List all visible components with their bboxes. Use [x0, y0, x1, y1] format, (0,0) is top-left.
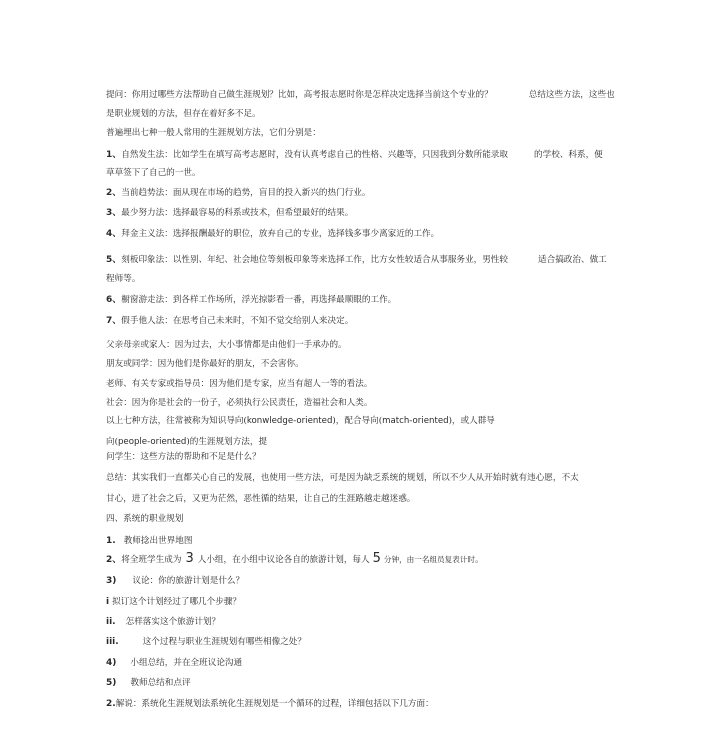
step-5: 5) 教师总结和点评	[106, 678, 191, 688]
conclusion-line-1: 总结：其实我们一直都关心自己的发展，也使用一些方法，可是因为缺乏系统的规划，所以不少人从开始时就有违心愿，不太	[106, 473, 579, 483]
ask-students: 问学生：这些方法的帮助和不足是什么？	[106, 452, 261, 462]
reason-parents: 父亲母亲或家人：因为过去，大小事情都是由他们一手承办的。	[106, 340, 347, 350]
step-3-ii: ii. 怎样落实这个旅游计划？	[106, 617, 221, 627]
method-1-cont: 草草签下了自己的一世。	[106, 168, 201, 178]
method-7: 7、假手他人法：在思考自己未来时，不知不觉交给别人来决定。	[106, 316, 354, 326]
reason-teachers: 老师、有关专家或指导员：因为他们是专家，应当有超人一等的看法。	[106, 379, 373, 389]
intro-question: 提问：你用过哪些方法帮助自己做生涯规划？比如，高考报志愿时你是怎样决定选择当前这个专业的？	[106, 90, 493, 100]
method-5: 5、刻板印象法：以性别、年纪、社会地位等刻板印象等来选择工作，比方女性较适合从事服务业，男性较 适合搞政治、做工	[106, 255, 607, 265]
method-3: 3、最少努力法：选择最容易的科系或技术，但希望最好的结果。	[106, 208, 354, 218]
people-oriented-line: 向(people-oriented)的生涯规划方法，提	[106, 437, 268, 447]
step-3-iii: iii. 这个过程与职业生涯规划有哪些相像之处？	[106, 637, 306, 647]
step-4: 4) 小组总结，并在全班议论沟通	[106, 658, 243, 668]
method-2: 2、当前趋势法：面从现在市场的趋势，盲目的投入新兴的热门行业。	[106, 188, 371, 198]
conclusion-line-2: 甘心，进了社会之后，又更为茫然，恶性循的结果，让自己的生涯路越走越迷惑。	[106, 494, 416, 504]
method-types-line: 以上七种方法，往常被称为知识导向(konwledge-oriented)，配合导向(match-oriented)，或人群导	[106, 416, 495, 426]
section-heading: 四、系统的职业规划	[106, 514, 184, 524]
step-2: 2、将全班学生成为 3 人小组，在小组中议论各自的旅游计划，每人 5 分钟，由一名组员复表计时。	[106, 551, 484, 566]
step-3-i: i 拟订这个计划经过了哪几个步骤？	[106, 597, 242, 607]
method-1: 1、自然发生法：比如学生在填写高考志愿时，没有认真考虑自己的性格、兴趣等，只因我到分数所能录取 的学校、科系，便	[106, 150, 603, 160]
reason-friends: 朋友或同学：因为他们是你最好的朋友，不会害你。	[106, 359, 304, 369]
method-4: 4、拜金主义法：选择报酬最好的职位，放弃自己的专业，选择钱多事少离家近的工作。	[106, 229, 440, 239]
intro-question-cont: 是职业规划的方法，但存在着好多不足。	[106, 109, 261, 119]
reason-society: 社会：因为你是社会的一份子，必须执行公民责任，造福社会和人类。	[106, 398, 373, 408]
method-6: 6、橱窗游走法：到各样工作场所，浮光掠影看一番，再选择最顺眼的工作。	[106, 295, 397, 305]
step-1: 1. 教师捻出世界地图	[106, 536, 193, 546]
methods-summary: 普遍埋出七种一般人常用的生涯规划方法，它们分别是：	[106, 128, 321, 138]
explanation-line: 2.解说：系统化生涯规划法系统化生涯规划是一个循环的过程，详细包括以下几方面：	[106, 699, 434, 709]
method-5-cont: 程师等。	[106, 274, 141, 284]
intro-summary-start: 总结这些方法，这些也	[528, 90, 615, 100]
intro-question-line	[106, 89, 615, 101]
step-3: 3) 议论：你的旅游计划是什么？	[106, 576, 245, 586]
